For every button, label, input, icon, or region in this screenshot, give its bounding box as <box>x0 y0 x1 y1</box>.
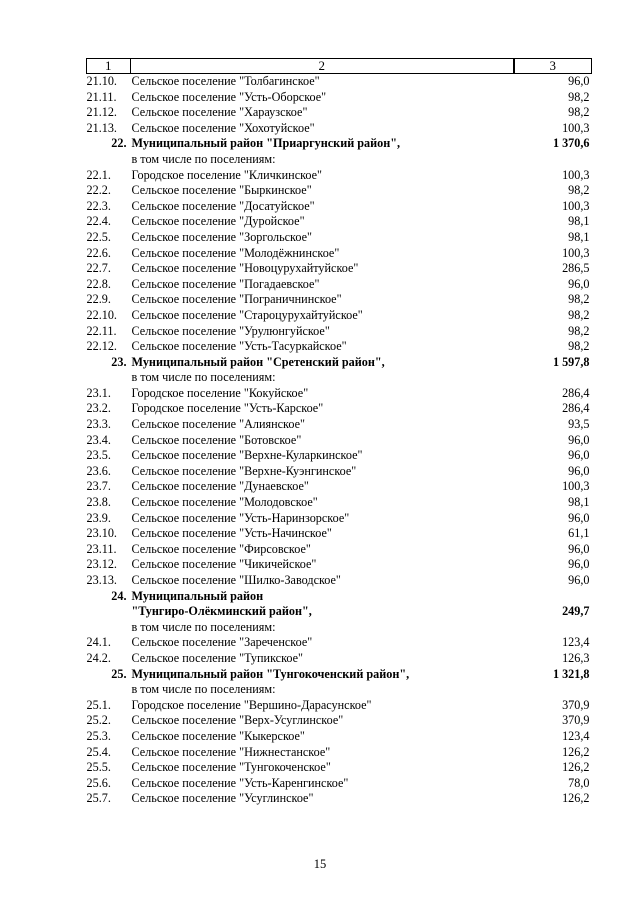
row-name: Сельское поселение "Новоцурухайтуйское" <box>131 261 359 276</box>
settlement-row <box>87 339 592 355</box>
row-name: в том числе по поселениям: <box>131 682 276 697</box>
row-name: Сельское поселение "Досатуйское" <box>131 198 315 213</box>
row-value: 98,2 <box>568 105 590 120</box>
row-name: Сельское поселение "Быркинское" <box>131 183 312 198</box>
row-number: 23.12. <box>86 557 117 572</box>
settlement-row <box>87 651 592 667</box>
row-name: Сельское поселение "Дунаевское" <box>131 479 309 494</box>
row-value: 123,4 <box>562 728 590 743</box>
row-name: Сельское поселение "Зареченское" <box>131 635 313 650</box>
row-name: в том числе по поселениям: <box>131 151 276 166</box>
settlement-row <box>87 105 592 121</box>
row-name: Сельское поселение "Усть-Каренгинское" <box>131 775 349 790</box>
row-value: 123,4 <box>562 635 590 650</box>
settlement-row <box>87 168 592 184</box>
row-value: 126,2 <box>562 760 590 775</box>
settlement-row <box>87 776 592 792</box>
settlement-row <box>87 760 592 776</box>
row-name: Сельское поселение "Усть-Оборское" <box>131 89 327 104</box>
row-number: 22.7. <box>86 261 111 276</box>
settlement-row <box>87 417 592 433</box>
row-value <box>514 589 592 605</box>
row-name: Сельское поселение "Фирсовское" <box>131 541 311 556</box>
row-value: 78,0 <box>568 775 590 790</box>
row-number: 23.11. <box>86 541 117 556</box>
page-number: 15 <box>313 857 327 871</box>
district-row <box>87 355 592 371</box>
row-name: Сельское поселение "Усть-Наринзорское" <box>131 510 350 525</box>
row-name: Сельское поселение "Пограничнинское" <box>131 292 342 307</box>
district-row <box>87 589 592 605</box>
row-number: 22.9. <box>86 292 111 307</box>
row-number: 25.6. <box>86 775 111 790</box>
row-value: 1 597,8 <box>552 354 590 369</box>
row-name: Сельское поселение "Тупикское" <box>131 650 304 665</box>
settlement-row <box>87 511 592 527</box>
settlement-row <box>87 308 592 324</box>
row-number: 23.4. <box>86 432 111 447</box>
settlement-row <box>87 573 592 589</box>
row-number: 25.7. <box>86 791 111 806</box>
row-name: Сельское поселение "Верхне-Куэнгинское" <box>131 463 357 478</box>
row-number: 24.1. <box>86 635 111 650</box>
settlement-row <box>87 464 592 480</box>
settlement-row <box>87 698 592 714</box>
row-number: 23. <box>111 354 127 369</box>
settlement-row <box>87 495 592 511</box>
settlement-row <box>87 74 592 90</box>
row-value: 370,9 <box>562 697 590 712</box>
row-number: 22.6. <box>86 245 111 260</box>
row-name: Городское поселение "Кокуйское" <box>131 385 309 400</box>
row-name: Сельское поселение "Толбагинское" <box>131 74 320 88</box>
row-number <box>87 604 131 620</box>
row-value: 100,3 <box>562 120 590 135</box>
settlement-row <box>87 557 592 573</box>
row-name: Сельское поселение "Староцурухайтуйское" <box>131 307 363 322</box>
row-value: 96,0 <box>568 432 590 447</box>
row-number: 23.10. <box>86 526 117 541</box>
settlement-row <box>87 230 592 246</box>
row-number: 23.1. <box>86 385 111 400</box>
row-number <box>87 370 131 386</box>
row-value: 100,3 <box>562 479 590 494</box>
subtitle-row <box>87 370 592 386</box>
row-name: Городское поселение "Усть-Карское" <box>131 401 324 416</box>
row-value: 98,2 <box>568 307 590 322</box>
allocation-table <box>86 58 592 807</box>
row-number: 23.7. <box>86 479 111 494</box>
row-name: Муниципальный район "Сретенский район", <box>131 354 385 369</box>
row-name: Сельское поселение "Молодёжнинское" <box>131 245 340 260</box>
row-number: 23.2. <box>86 401 111 416</box>
settlement-row <box>87 277 592 293</box>
row-number: 25.2. <box>86 713 111 728</box>
row-number <box>87 682 131 698</box>
row-number: 21.13. <box>86 120 117 135</box>
settlement-row <box>87 791 592 807</box>
row-value: 100,3 <box>562 198 590 213</box>
settlement-row <box>87 542 592 558</box>
row-number: 23.5. <box>86 448 111 463</box>
row-number <box>87 152 131 168</box>
row-name: Сельское поселение "Урулюнгуйское" <box>131 323 330 338</box>
settlement-row <box>87 121 592 137</box>
subtitle-row <box>87 682 592 698</box>
row-value: 98,1 <box>568 229 590 244</box>
row-number: 22.12. <box>86 339 117 354</box>
row-value: 98,2 <box>568 89 590 104</box>
row-number: 23.9. <box>86 510 111 525</box>
document-page <box>86 58 591 807</box>
row-value: 126,2 <box>562 791 590 806</box>
district-row <box>87 604 592 620</box>
row-value: 96,0 <box>568 276 590 291</box>
row-value <box>514 152 592 168</box>
row-value: 1 370,6 <box>552 136 590 151</box>
settlement-row <box>87 324 592 340</box>
row-number: 22. <box>111 136 127 151</box>
settlement-row <box>87 214 592 230</box>
row-value: 1 321,8 <box>552 666 590 681</box>
row-number: 22.4. <box>86 214 111 229</box>
settlement-row <box>87 386 592 402</box>
row-number: 23.3. <box>86 417 111 432</box>
row-value: 286,4 <box>562 385 590 400</box>
row-name: Сельское поселение "Тунгокоченское" <box>131 760 331 775</box>
row-value: 100,3 <box>562 167 590 182</box>
row-name: Сельское поселение "Ботовское" <box>131 432 302 447</box>
row-value <box>514 620 592 636</box>
settlement-row <box>87 479 592 495</box>
row-name: Сельское поселение "Погадаевское" <box>131 276 320 291</box>
row-name: Муниципальный район "Приаргунский район", <box>131 136 401 151</box>
settlement-row <box>87 448 592 464</box>
subtitle-row <box>87 620 592 636</box>
header-col-2: 2 <box>131 59 514 74</box>
row-value: 98,1 <box>568 495 590 510</box>
row-value: 98,2 <box>568 323 590 338</box>
row-value: 96,0 <box>568 448 590 463</box>
district-row <box>87 136 592 152</box>
row-name: Городское поселение "Вершино-Дарасунское" <box>131 697 372 712</box>
row-number: 22.11. <box>86 323 117 338</box>
row-value: 98,1 <box>568 214 590 229</box>
district-row <box>87 667 592 683</box>
row-name: "Тунгиро-Олёкминский район", <box>131 604 312 619</box>
row-name: Сельское поселение "Молодовское" <box>131 495 318 510</box>
row-number: 25.1. <box>86 697 111 712</box>
row-value: 249,7 <box>562 604 590 619</box>
row-number: 23.8. <box>86 495 111 510</box>
row-value: 61,1 <box>568 526 590 541</box>
row-name: Сельское поселение "Алиянское" <box>131 417 305 432</box>
row-number: 21.11. <box>86 89 117 104</box>
row-name: в том числе по поселениям: <box>131 370 276 385</box>
row-value: 370,9 <box>562 713 590 728</box>
settlement-row <box>87 729 592 745</box>
row-value: 98,2 <box>568 183 590 198</box>
row-number: 22.1. <box>86 167 111 182</box>
row-name: Сельское поселение "Усть-Начинское" <box>131 526 332 541</box>
row-value: 93,5 <box>568 417 590 432</box>
settlement-row <box>87 292 592 308</box>
row-name: Сельское поселение "Дуройское" <box>131 214 305 229</box>
settlement-row <box>87 183 592 199</box>
settlement-row <box>87 526 592 542</box>
header-col-3: 3 <box>514 59 592 74</box>
row-value: 100,3 <box>562 245 590 260</box>
table-body <box>87 74 592 807</box>
settlement-row <box>87 90 592 106</box>
settlement-row <box>87 635 592 651</box>
settlement-row <box>87 401 592 417</box>
row-name: Сельское поселение "Шилко-Заводское" <box>131 573 341 587</box>
row-number: 25.3. <box>86 728 111 743</box>
settlement-row <box>87 713 592 729</box>
row-name: Сельское поселение "Нижнестанское" <box>131 744 331 759</box>
settlement-row <box>87 199 592 215</box>
row-name: Сельское поселение "Усуглинское" <box>131 791 314 806</box>
row-name: Сельское поселение "Верхне-Куларкинское" <box>131 448 363 463</box>
row-name: Сельское поселение "Верх-Усуглинское" <box>131 713 344 728</box>
row-number: 22.8. <box>86 276 111 291</box>
row-value: 96,0 <box>568 541 590 556</box>
row-number: 22.5. <box>86 229 111 244</box>
row-number: 25.4. <box>86 744 111 759</box>
settlement-row <box>87 433 592 449</box>
row-number: 21.10. <box>86 74 117 88</box>
row-number: 24. <box>111 588 127 603</box>
row-name: Муниципальный район <box>131 588 264 603</box>
row-number: 22.10. <box>86 307 117 322</box>
row-number: 25. <box>111 666 127 681</box>
row-name: в том числе по поселениям: <box>131 619 276 634</box>
row-value: 98,2 <box>568 292 590 307</box>
row-number: 23.6. <box>86 463 111 478</box>
row-name: Городское поселение "Кличкинское" <box>131 167 323 182</box>
row-number: 23.13. <box>86 573 117 587</box>
row-value: 96,0 <box>568 573 590 587</box>
table-header <box>87 59 592 74</box>
row-name: Сельское поселение "Чикичейское" <box>131 557 317 572</box>
row-name: Сельское поселение "Кыкерское" <box>131 728 305 743</box>
row-number: 22.2. <box>86 183 111 198</box>
row-name: Муниципальный район "Тунгокоченский район", <box>131 666 410 681</box>
settlement-row <box>87 261 592 277</box>
row-name: Сельское поселение "Зоргольское" <box>131 229 312 244</box>
row-value: 96,0 <box>568 463 590 478</box>
row-number: 25.5. <box>86 760 111 775</box>
row-value: 96,0 <box>568 557 590 572</box>
header-col-1: 1 <box>87 59 131 74</box>
row-name: Сельское поселение "Хараузское" <box>131 105 308 120</box>
settlement-row <box>87 246 592 262</box>
row-value: 286,4 <box>562 401 590 416</box>
subtitle-row <box>87 152 592 168</box>
row-name: Сельское поселение "Усть-Тасуркайское" <box>131 339 347 354</box>
row-value: 98,2 <box>568 339 590 354</box>
row-value: 96,0 <box>568 74 590 88</box>
row-value: 126,3 <box>562 650 590 665</box>
row-number <box>87 620 131 636</box>
row-value: 126,2 <box>562 744 590 759</box>
row-value: 286,5 <box>562 261 590 276</box>
row-value: 96,0 <box>568 510 590 525</box>
row-value <box>514 370 592 386</box>
row-number: 24.2. <box>86 650 111 665</box>
row-number: 21.12. <box>86 105 117 120</box>
row-value <box>514 682 592 698</box>
row-number: 22.3. <box>86 198 111 213</box>
row-name: Сельское поселение "Хохотуйское" <box>131 120 315 135</box>
settlement-row <box>87 745 592 761</box>
